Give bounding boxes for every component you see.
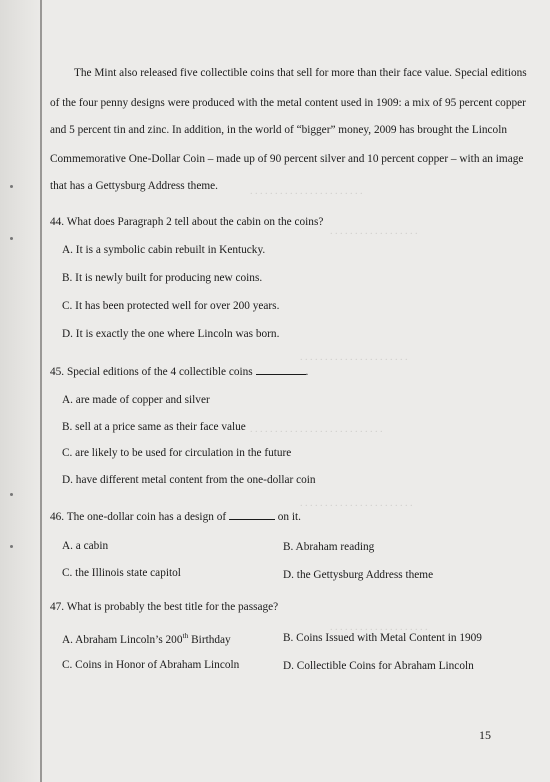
question-47-option-a[interactable]	[62, 631, 231, 646]
ordinal-suffix: th	[182, 631, 189, 640]
question-44-option-c[interactable]: C. It has been protected well for over 200 years.	[62, 300, 280, 312]
passage-line: Commemorative One-Dollar Coin – made up of 90 percent silver and 10 percent copper – with an image	[50, 153, 524, 165]
question-47-option-b[interactable]: B. Coins Issued with Metal Content in 1909	[283, 632, 482, 644]
margin-mark	[10, 545, 13, 548]
passage-line: of the four penny designs were produced with the metal content used in 1909: a mix of 95 percent copper	[50, 97, 526, 109]
show-through-text: . . . . . . . . . . . . . . . . . .	[330, 226, 418, 237]
page-number: 15	[479, 728, 491, 742]
question-45-stem-text: 45. Special editions of the 4 collectible coins	[50, 366, 253, 378]
question-45-stem	[50, 364, 308, 378]
question-46-option-c[interactable]: C. the Illinois state capitol	[62, 567, 181, 579]
passage-line: and 5 percent tin and zinc. In addition, in the world of “bigger” money, 2009 has brought the Lincoln	[50, 124, 507, 136]
question-45-option-d[interactable]: D. have different metal content from the one-dollar coin	[62, 474, 316, 486]
answer-blank[interactable]	[229, 509, 275, 520]
question-45-option-a[interactable]: A. are made of copper and silver	[62, 394, 210, 406]
question-46-option-b[interactable]: B. Abraham reading	[283, 541, 375, 553]
passage-line: The Mint also released five collectible coins that sell for more than their face value. Special editions	[74, 67, 527, 79]
margin-mark	[10, 185, 13, 188]
question-47-option-a-text: A. Abraham Lincoln’s 200	[62, 633, 183, 646]
question-47-stem: 47. What is probably the best title for the passage?	[50, 601, 279, 613]
passage-line: that has a Gettysburg Address theme.	[50, 180, 218, 192]
question-47-option-a-tail: Birthday	[188, 633, 231, 646]
question-47-option-d[interactable]: D. Collectible Coins for Abraham Lincoln	[283, 660, 474, 672]
page-binding-edge	[0, 0, 44, 782]
question-44-option-d[interactable]: D. It is exactly the one where Lincoln was born.	[62, 328, 280, 340]
question-45-stem-end: .	[305, 366, 309, 378]
answer-blank[interactable]	[256, 364, 306, 375]
question-46-option-d[interactable]: D. the Gettysburg Address theme	[283, 569, 434, 581]
margin-mark	[10, 237, 13, 240]
question-44-stem: 44. What does Paragraph 2 tell about the cabin on the coins?	[50, 216, 324, 228]
question-47-option-c[interactable]: C. Coins in Honor of Abraham Lincoln	[62, 659, 240, 671]
show-through-text: . . . . . . . . . . . . . . . . . . . . . . . . . . .	[250, 424, 383, 435]
question-46-stem	[50, 509, 301, 523]
margin-mark	[10, 493, 13, 496]
show-through-text: . . . . . . . . . . . . . . . . . . . . . .	[300, 352, 408, 363]
show-through-text: . . . . . . . . . . . . . . . . . . . . . . .	[250, 186, 363, 197]
question-46-stem-end: on it.	[277, 511, 301, 523]
question-46-option-a[interactable]: A. a cabin	[62, 540, 109, 552]
question-46-stem-text: 46. The one-dollar coin has a design of	[50, 511, 227, 523]
show-through-text: . . . . . . . . . . . . . . . . . . . .	[330, 622, 428, 633]
question-44-option-a[interactable]: A. It is a symbolic cabin rebuilt in Kentucky.	[62, 244, 266, 256]
question-44-option-b[interactable]: B. It is newly built for producing new coins.	[62, 272, 263, 284]
question-45-option-c[interactable]: C. are likely to be used for circulation in the future	[62, 447, 292, 459]
show-through-text: . . . . . . . . . . . . . . . . . . . . . . .	[300, 498, 413, 509]
question-45-option-b[interactable]: B. sell at a price same as their face value	[62, 421, 246, 433]
